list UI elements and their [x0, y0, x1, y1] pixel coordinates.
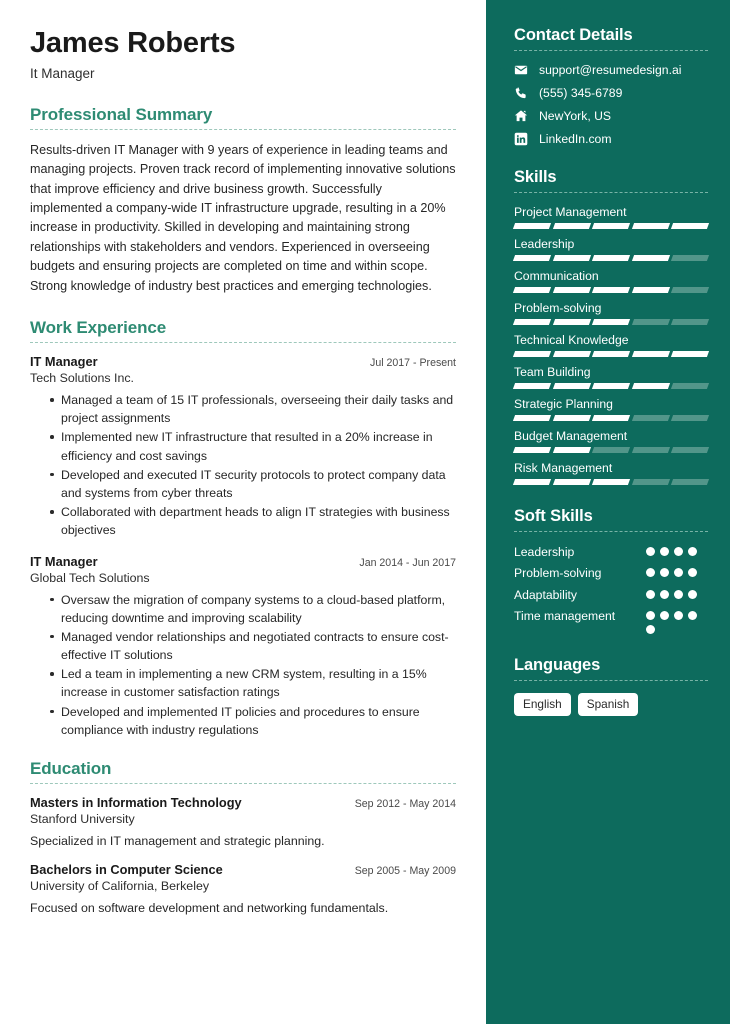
- languages-list: [514, 693, 708, 716]
- skills-section: [514, 168, 708, 485]
- rating-dot: [646, 590, 655, 599]
- skill-name: Technical Knowledge: [514, 333, 629, 347]
- skill-row: [514, 429, 708, 453]
- rating-dot: [660, 547, 669, 556]
- rating-dot: [646, 625, 655, 634]
- skill-segment: [592, 447, 630, 453]
- skill-segment: [553, 415, 591, 421]
- work-entry: [30, 554, 456, 740]
- work-bullet: Managed vendor relationships and negotiated contracts to ensure cost-effective IT solutions: [50, 628, 456, 664]
- section-title-soft-skills: Soft Skills: [514, 507, 593, 525]
- work-position: IT Manager: [30, 553, 98, 569]
- skill-row: [514, 365, 708, 389]
- languages-section: [514, 656, 708, 716]
- skill-segment: [632, 479, 670, 485]
- rating-dot: [674, 611, 683, 620]
- rating-dot: [688, 568, 697, 577]
- education-description: Specialized in IT management and strategic planning.: [30, 834, 325, 849]
- linkedin-icon: [514, 132, 528, 146]
- skill-segment: [592, 223, 630, 229]
- work-bullet: Collaborated with department heads to align IT strategies with business objectives: [50, 503, 456, 539]
- skill-segment: [553, 287, 591, 293]
- skill-segment: [632, 223, 670, 229]
- rating-dot: [646, 611, 655, 620]
- section-title-contact: Contact Details: [514, 26, 633, 44]
- skill-segment: [592, 287, 630, 293]
- rating-dot: [688, 547, 697, 556]
- soft-skill-name: Time management: [514, 609, 616, 624]
- soft-skill-name: Problem-solving: [514, 566, 602, 581]
- rating-dot: [660, 568, 669, 577]
- skill-segment: [632, 383, 670, 389]
- education-entry: [30, 862, 456, 915]
- skill-segment: [671, 223, 709, 229]
- skill-name: Team Building: [514, 365, 591, 379]
- envelope-icon: [514, 63, 528, 77]
- rating-dot: [674, 590, 683, 599]
- skill-segment: [513, 415, 551, 421]
- skill-level-bar: [514, 255, 708, 261]
- resume-header: [30, 28, 456, 81]
- skill-segment: [671, 351, 709, 357]
- skill-segment: [553, 223, 591, 229]
- skill-segment: [553, 319, 591, 325]
- skill-row: [514, 301, 708, 325]
- work-date: Jan 2014 - Jun 2017: [359, 556, 456, 569]
- skill-segment: [592, 383, 630, 389]
- rating-dot: [660, 611, 669, 620]
- soft-skill-row: [514, 565, 708, 581]
- candidate-role: It Manager: [30, 65, 95, 81]
- skill-segment: [671, 479, 709, 485]
- skill-segment: [513, 223, 551, 229]
- skill-row: [514, 205, 708, 229]
- skill-segment: [553, 383, 591, 389]
- sidebar: [486, 0, 730, 1024]
- contact-details-section: [514, 26, 708, 146]
- education-description: Focused on software development and networking fundamentals.: [30, 901, 389, 916]
- soft-skill-rating: [646, 608, 708, 634]
- skill-segment: [671, 287, 709, 293]
- skill-segment: [592, 479, 630, 485]
- work-bullet: Implemented new IT infrastructure that resulted in a 20% increase in efficiency and cost savings: [50, 428, 456, 464]
- skill-segment: [592, 415, 630, 421]
- education-date: Sep 2005 - May 2009: [354, 865, 456, 878]
- skill-segment: [592, 255, 630, 261]
- contact-value: NewYork, US: [539, 109, 612, 123]
- skill-segment: [671, 255, 709, 261]
- skill-row: [514, 397, 708, 421]
- skill-segment: [632, 255, 670, 261]
- skill-segment: [513, 255, 551, 261]
- contact-value: LinkedIn.com: [539, 132, 612, 146]
- work-bullet: Oversaw the migration of company systems to a cloud-based platform, reducing downtime and improving scalability: [50, 591, 456, 627]
- work-entry-head: [30, 354, 456, 369]
- soft-skill-row: [514, 587, 708, 603]
- soft-skill-name: Adaptability: [514, 587, 578, 602]
- work-date: Jul 2017 - Present: [370, 357, 456, 370]
- rating-dot: [674, 547, 683, 556]
- section-divider: [30, 783, 456, 784]
- work-bullet-list: [30, 591, 456, 740]
- contact-value: support@resumedesign.ai: [539, 63, 682, 77]
- skill-segment: [592, 319, 630, 325]
- skill-segment: [632, 319, 670, 325]
- skill-name: Communication: [514, 269, 599, 283]
- skill-row: [514, 461, 708, 485]
- work-bullet-list: [30, 391, 456, 540]
- education-section: [30, 759, 456, 915]
- rating-dot: [688, 590, 697, 599]
- soft-skill-rating: [646, 565, 708, 577]
- skill-segment: [513, 383, 551, 389]
- section-divider: [514, 680, 708, 681]
- skill-segment: [513, 479, 551, 485]
- skill-name: Budget Management: [514, 429, 628, 443]
- skills-list: [514, 205, 708, 485]
- skill-level-bar: [514, 383, 708, 389]
- section-divider: [30, 342, 456, 343]
- skill-segment: [513, 447, 551, 453]
- skill-segment: [671, 319, 709, 325]
- skill-name: Risk Management: [514, 461, 613, 475]
- section-title-work: Work Experience: [30, 318, 167, 338]
- soft-skill-rating: [646, 587, 708, 599]
- section-title-skills: Skills: [514, 168, 557, 186]
- section-divider: [514, 192, 708, 193]
- rating-dot: [646, 547, 655, 556]
- skill-row: [514, 333, 708, 357]
- phone-icon: [514, 86, 528, 100]
- contact-item-location[interactable]: [514, 109, 708, 123]
- skill-name: Strategic Planning: [514, 397, 613, 411]
- skill-segment: [513, 287, 551, 293]
- skill-level-bar: [514, 287, 708, 293]
- skill-name: Leadership: [514, 237, 575, 251]
- soft-skill-rating: [646, 544, 708, 556]
- section-divider: [30, 129, 456, 130]
- work-position: IT Manager: [30, 354, 98, 370]
- skill-segment: [592, 351, 630, 357]
- skill-row: [514, 269, 708, 293]
- education-degree: Bachelors in Computer Science: [30, 862, 223, 878]
- skill-name: Project Management: [514, 205, 627, 219]
- education-school: University of California, Berkeley: [30, 879, 210, 894]
- skill-segment: [632, 351, 670, 357]
- education-entry-head: [30, 862, 456, 877]
- candidate-name: James Roberts: [30, 27, 236, 59]
- work-entry: [30, 354, 456, 540]
- language-chip[interactable]: Spanish: [578, 693, 639, 716]
- soft-skill-row: [514, 608, 708, 634]
- rating-dot: [646, 568, 655, 577]
- work-experience-section: [30, 318, 456, 739]
- soft-skills-section: [514, 507, 708, 634]
- skill-segment: [671, 447, 709, 453]
- work-bullet: Developed and executed IT security protocols to protect company data and systems from cyber threats: [50, 466, 456, 502]
- skill-level-bar: [514, 415, 708, 421]
- skill-segment: [632, 287, 670, 293]
- rating-dot: [660, 590, 669, 599]
- work-company: Global Tech Solutions: [30, 570, 150, 585]
- language-chip[interactable]: English: [514, 693, 571, 716]
- education-date: Sep 2012 - May 2014: [354, 798, 456, 811]
- work-company: Tech Solutions Inc.: [30, 371, 135, 386]
- contact-item-linkedin[interactable]: [514, 132, 708, 146]
- skill-segment: [513, 319, 551, 325]
- soft-skill-row: [514, 544, 708, 560]
- professional-summary-section: [30, 105, 456, 296]
- education-entry: [30, 795, 456, 848]
- education-entry-head: [30, 795, 456, 810]
- skill-segment: [553, 447, 591, 453]
- skill-level-bar: [514, 319, 708, 325]
- skill-segment: [632, 447, 670, 453]
- contact-item-email[interactable]: [514, 63, 708, 77]
- section-divider: [514, 531, 708, 532]
- education-degree: Masters in Information Technology: [30, 795, 242, 811]
- rating-dot: [674, 568, 683, 577]
- work-bullet: Developed and implemented IT policies and procedures to ensure compliance with industry regulations: [50, 703, 456, 739]
- rating-dot: [688, 611, 697, 620]
- work-entry-head: [30, 554, 456, 569]
- skill-segment: [553, 479, 591, 485]
- work-bullet: Managed a team of 15 IT professionals, overseeing their daily tasks and project assignments: [50, 391, 456, 427]
- skill-segment: [553, 255, 591, 261]
- skill-name: Problem-solving: [514, 301, 602, 315]
- skill-row: [514, 237, 708, 261]
- work-bullet: Led a team in implementing a new CRM system, resulting in a 15% increase in customer satisfaction ratings: [50, 665, 456, 701]
- home-icon: [514, 109, 528, 123]
- skill-level-bar: [514, 447, 708, 453]
- section-title-summary: Professional Summary: [30, 104, 213, 124]
- skill-segment: [513, 351, 551, 357]
- summary-text: Results-driven IT Manager with 9 years of experience in leading teams and managing projects. Proven track record of implementing innovative solutions that improve efficiency and drive business growth. Successfully implemented a company-wide IT infrastructure upgrade, resulting in a 20% increase in productivity. Skilled in developing and maintaining strong relationships with stakeholders and vendors. Experienced in overseeing budgets and ensuring projects are completed on time and within scope. Strong knowledge of industry best practices and emerging technologies.: [30, 142, 456, 293]
- skill-segment: [671, 415, 709, 421]
- section-title-languages: Languages: [514, 656, 601, 675]
- skill-segment: [632, 415, 670, 421]
- section-title-education: Education: [30, 759, 112, 779]
- skill-level-bar: [514, 479, 708, 485]
- skill-level-bar: [514, 223, 708, 229]
- education-school: Stanford University: [30, 812, 135, 827]
- contact-item-phone[interactable]: [514, 86, 708, 100]
- skill-level-bar: [514, 351, 708, 357]
- soft-skills-list: [514, 544, 708, 634]
- section-divider: [514, 50, 708, 51]
- contact-value: (555) 345-6789: [539, 86, 623, 100]
- skill-segment: [553, 351, 591, 357]
- soft-skill-name: Leadership: [514, 545, 575, 559]
- skill-segment: [671, 383, 709, 389]
